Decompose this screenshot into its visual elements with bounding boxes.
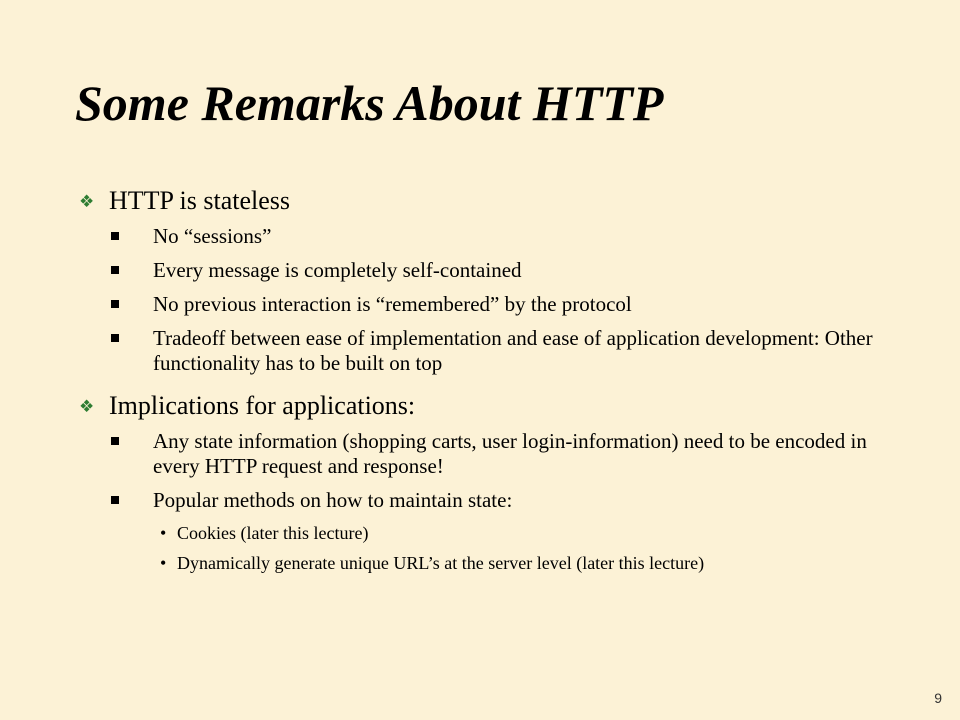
- page-number: 9: [934, 690, 942, 706]
- square-bullet-icon: [111, 496, 119, 504]
- sub-bullet-item: [75, 292, 905, 317]
- sub-bullet-text: No “sessions”: [153, 224, 272, 248]
- slide-body: [75, 186, 905, 582]
- dot-bullet-icon: •: [160, 553, 167, 573]
- bullet-http-stateless: [75, 186, 905, 216]
- square-bullet-icon: [111, 334, 119, 342]
- sub-bullet-text: Tradeoff between ease of implementation and ease of application development: Other functionality has to be built on top: [153, 326, 873, 375]
- sub-bullet-item: [75, 224, 905, 249]
- sub-bullet-text: Every message is completely self-contained: [153, 258, 522, 282]
- bullet-heading: Implications for applications:: [109, 391, 416, 420]
- sub-bullet-text: No previous interaction is “remembered” by the protocol: [153, 292, 632, 316]
- sub-bullet-list: [75, 224, 905, 376]
- sub-bullet-text: Popular methods on how to maintain state:: [153, 488, 513, 512]
- sub-sub-bullet-item: [75, 552, 905, 574]
- bullet-heading: HTTP is stateless: [109, 186, 291, 215]
- sub-sub-bullet-text: Cookies (later this lecture): [177, 523, 369, 543]
- sub-bullet-text: Any state information (shopping carts, user login-information) need to be encoded in every HTTP request and response!: [153, 429, 867, 478]
- dot-bullet-icon: •: [160, 523, 167, 543]
- sub-sub-bullet-text: Dynamically generate unique URL’s at the server level (later this lecture): [177, 553, 705, 573]
- slide-title: Some Remarks About HTTP: [75, 75, 664, 131]
- square-bullet-icon: [111, 300, 119, 308]
- sub-bullet-item: [75, 429, 905, 479]
- sub-sub-bullet-list: [75, 522, 905, 574]
- sub-bullet-item: [75, 258, 905, 283]
- square-bullet-icon: [111, 266, 119, 274]
- sub-bullet-item: [75, 488, 905, 513]
- diamond-bullet-icon: ❖: [79, 192, 95, 211]
- sub-sub-bullet-item: [75, 522, 905, 544]
- square-bullet-icon: [111, 232, 119, 240]
- square-bullet-icon: [111, 437, 119, 445]
- sub-bullet-list: [75, 429, 905, 513]
- bullet-implications: [75, 391, 905, 421]
- diamond-bullet-icon: ❖: [79, 397, 95, 416]
- sub-bullet-item: [75, 326, 905, 376]
